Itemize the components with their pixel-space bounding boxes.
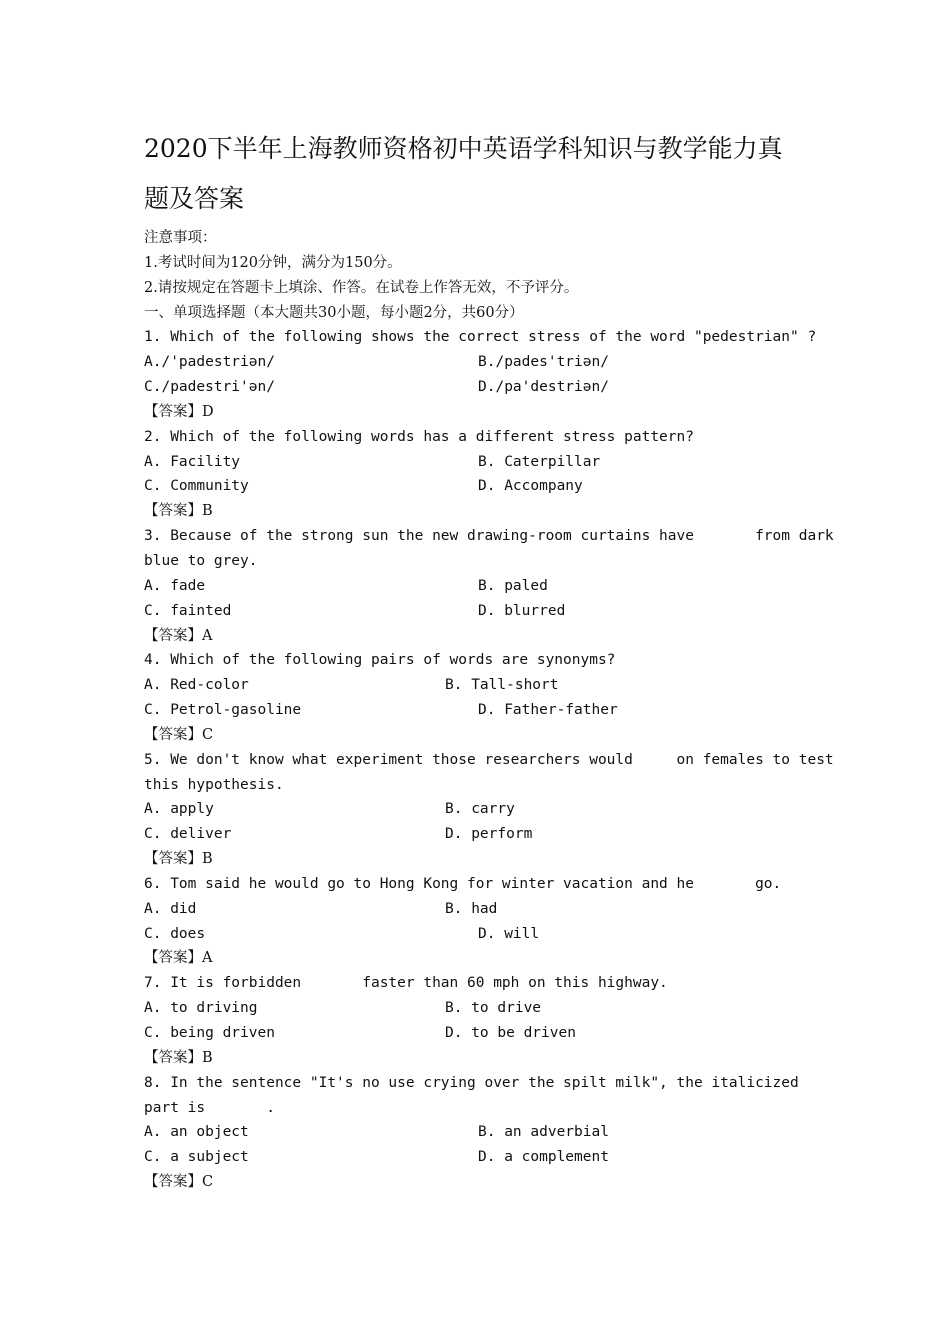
question-1-options-ab [144, 350, 824, 375]
title-line-2: 题及答案 [144, 184, 245, 213]
question-3-option-b: B. paled [478, 577, 548, 594]
question-2-stem: 2. Which of the following words has a different stress pattern? [144, 428, 694, 445]
question-3-options-cd [144, 599, 824, 624]
notes-item-1: 1.考试时间为120分钟，满分为150分。 [144, 254, 402, 271]
question-5-option-a: A. apply [144, 801, 214, 818]
section-heading: 一、单项选择题（本大题共30小题，每小题2分，共60分） [144, 304, 524, 321]
question-8-answer: 【答案】C [144, 1174, 214, 1191]
question-1-options-cd [144, 375, 824, 400]
question-6-stem: 6. Tom said he would go to Hong Kong for winter vacation and he go. [144, 875, 782, 892]
question-3-options-ab [144, 574, 824, 599]
question-7-option-c: C. being driven [144, 1025, 275, 1041]
question-5-options-cd [144, 822, 824, 847]
question-2-option-b: B. Caterpillar [478, 453, 601, 470]
question-4-answer: 【答案】C [144, 726, 214, 743]
question-2-option-a: A. Facility [144, 453, 241, 470]
question-2-options-ab [144, 450, 824, 475]
question-5-option-d: D. perform [445, 826, 533, 843]
question-2-options-cd [144, 474, 824, 499]
document-body [144, 226, 834, 1195]
question-1-option-d: D./pa'destriən/ [478, 379, 609, 396]
question-5-option-c: C. deliver [144, 826, 232, 843]
question-7-options-ab [144, 996, 824, 1021]
question-1-stem: 1. Which of the following shows the correct stress of the word "pedestrian" ? [144, 329, 817, 346]
question-3-option-a: A. fade [144, 577, 206, 594]
question-5-option-b: B. carry [445, 801, 515, 818]
question-8-stem: 8. In the sentence "It's no use crying over the spilt milk", the italicized [144, 1074, 799, 1091]
question-3-stem: 3. Because of the strong sun the new drawing-room curtains have from dark [144, 528, 834, 545]
question-1-option-c: C./padestri'ən/ [144, 379, 275, 396]
question-6-answer: 【答案】A [144, 950, 213, 967]
question-5-answer: 【答案】B [144, 851, 213, 868]
question-1-answer: 【答案】D [144, 403, 214, 420]
question-2-answer: 【答案】B [144, 503, 213, 520]
question-1-option-b: B./pades'triən/ [478, 354, 609, 371]
question-8-options-ab [144, 1120, 824, 1145]
question-2-option-d: D. Accompany [478, 478, 583, 495]
notes-heading: 注意事项： [144, 230, 217, 246]
question-6-option-d: D. will [478, 925, 540, 942]
question-8-stem-cont: part is . [144, 1099, 275, 1116]
question-3-option-d: D. blurred [478, 602, 566, 619]
question-1-option-a: A./'padestriən/ [144, 354, 275, 371]
question-8-option-d: D. a complement [478, 1149, 609, 1166]
question-4-options-cd [144, 698, 824, 723]
title-line-1: 2020下半年上海教师资格初中英语学科知识与教学能力真 [144, 134, 783, 163]
question-7-option-d: D. to be driven [445, 1025, 576, 1041]
question-7-option-a: A. to driving [144, 1000, 258, 1017]
question-6-options-ab [144, 897, 824, 922]
question-6-option-a: A. did [144, 900, 197, 917]
question-3-answer: 【答案】A [144, 627, 213, 644]
question-8-option-b: B. an adverbial [478, 1124, 609, 1141]
question-4-option-a: A. Red-color [144, 677, 249, 694]
question-5-stem-cont: this hypothesis. [144, 776, 284, 793]
question-3-stem-cont: blue to grey. [144, 552, 258, 569]
question-7-option-b: B. to drive [445, 1000, 542, 1017]
question-2-option-c: C. Community [144, 478, 249, 495]
question-8-option-a: A. an object [144, 1124, 249, 1141]
question-7-stem: 7. It is forbidden faster than 60 mph on this highway. [144, 975, 668, 992]
question-5-stem: 5. We don't know what experiment those researchers would on females to test [144, 751, 834, 768]
question-8-option-c: C. a subject [144, 1149, 249, 1166]
question-4-stem: 4. Which of the following pairs of words are synonyms? [144, 652, 616, 669]
question-8-options-cd [144, 1145, 824, 1170]
question-4-option-d: D. Father-father [478, 702, 618, 719]
notes-item-2: 2.请按规定在答题卡上填涂、作答。在试卷上作答无效，不予评分。 [144, 279, 579, 296]
question-4-option-c: C. Petrol-gasoline [144, 702, 302, 719]
question-5-options-ab [144, 797, 824, 822]
question-4-options-ab [144, 673, 824, 698]
question-6-options-cd [144, 922, 824, 947]
question-6-option-b: B. had [445, 900, 498, 917]
question-7-answer: 【答案】B [144, 1049, 213, 1066]
question-7-options-cd [144, 1021, 824, 1046]
question-3-option-c: C. fainted [144, 602, 232, 619]
question-6-option-c: C. does [144, 925, 206, 942]
question-4-option-b: B. Tall-short [445, 677, 559, 694]
document-title [144, 124, 824, 224]
